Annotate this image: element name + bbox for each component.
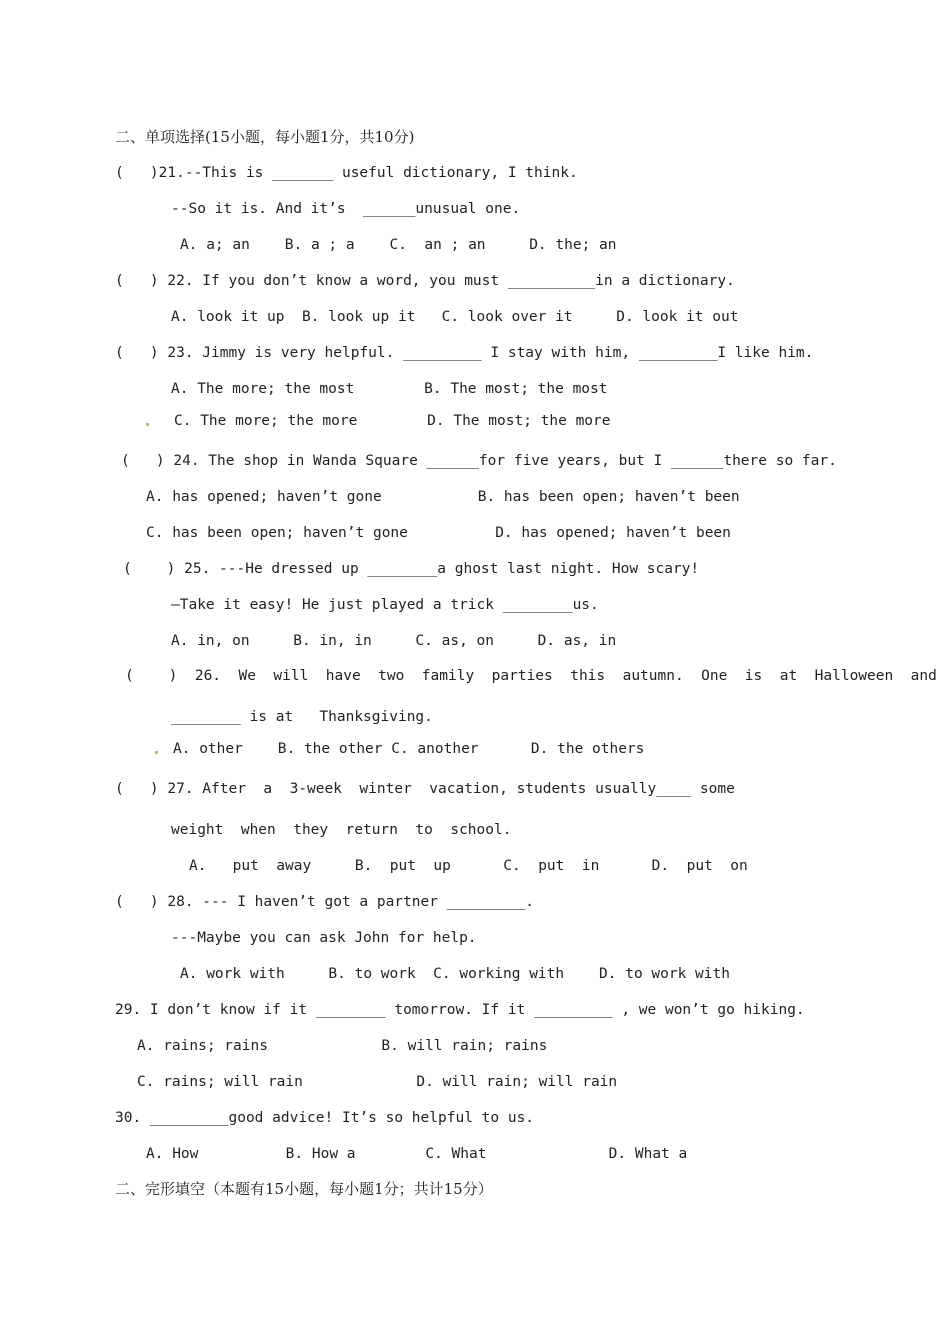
speck-mark: [155, 751, 158, 754]
question-26-stem: ( ) 26. We will have two family parties this autumn. One is at Halloween and: [125, 668, 937, 684]
question-23-options-row2: C. The more; the more D. The most; the more: [174, 413, 611, 429]
question-27-stem: ( ) 27. After a 3-week winter vacation, students usually____ some: [115, 781, 735, 797]
question-29-options-row1: A. rains; rains B. will rain; rains: [137, 1038, 548, 1054]
question-23-options-row1: A. The more; the most B. The most; the most: [171, 381, 608, 397]
question-25-response: —Take it easy! He just played a trick ________us.: [171, 597, 599, 613]
question-25-stem: ( ) 25. ---He dressed up ________a ghost last night. How scary!: [123, 561, 700, 577]
question-30-stem: 30. _________good advice! It’s so helpful to us.: [115, 1110, 535, 1126]
question-22-stem: ( ) 22. If you don’t know a word, you must __________in a dictionary.: [115, 273, 735, 289]
question-24-stem: ( ) 24. The shop in Wanda Square ______for five years, but I ______there so far.: [121, 453, 837, 469]
question-27-stem-continued: weight when they return to school.: [171, 822, 512, 838]
question-21-options: A. a; an B. a ; a C. an ; an D. the; an: [180, 237, 617, 253]
question-21-stem: ( )21.--This is _______ useful dictionary, I think.: [115, 165, 578, 181]
question-30-options: A. How B. How a C. What D. What a: [146, 1146, 688, 1162]
question-24-options-row2: C. has been open; haven’t gone D. has opened; haven’t been: [146, 525, 731, 541]
question-26-stem-continued: ________ is at Thanksgiving.: [171, 709, 433, 725]
question-24-options-row1: A. has opened; haven’t gone B. has been open; haven’t been: [146, 489, 740, 505]
question-29-stem: 29. I don’t know if it ________ tomorrow. If it _________ , we won’t go hiking.: [115, 1002, 805, 1018]
question-23-stem: ( ) 23. Jimmy is very helpful. _________ I stay with him, _________I like him.: [115, 345, 814, 361]
question-27-options: A. put away B. put up C. put in D. put on: [189, 858, 748, 874]
question-25-options: A. in, on B. in, in C. as, on D. as, in: [171, 633, 617, 649]
question-28-options: A. work with B. to work C. working with D. to work with: [180, 966, 730, 982]
question-26-options: A. other B. the other C. another D. the others: [173, 741, 645, 757]
question-29-options-row2: C. rains; will rain D. will rain; will rain: [137, 1074, 618, 1090]
speck-mark: [146, 423, 149, 426]
question-28-response: ---Maybe you can ask John for help.: [171, 930, 477, 946]
question-21-response: --So it is. And it’s ______unusual one.: [171, 201, 521, 217]
section-heading-single-choice: 二、单项选择(15小题，每小题1分，共10分): [115, 128, 415, 146]
question-22-options: A. look it up B. look up it C. look over it D. look it out: [171, 309, 739, 325]
question-28-stem: ( ) 28. --- I haven’t got a partner _________.: [115, 894, 535, 910]
section-heading-cloze: 二、完形填空（本题有15小题，每小题1分；共计15分）: [115, 1180, 493, 1198]
